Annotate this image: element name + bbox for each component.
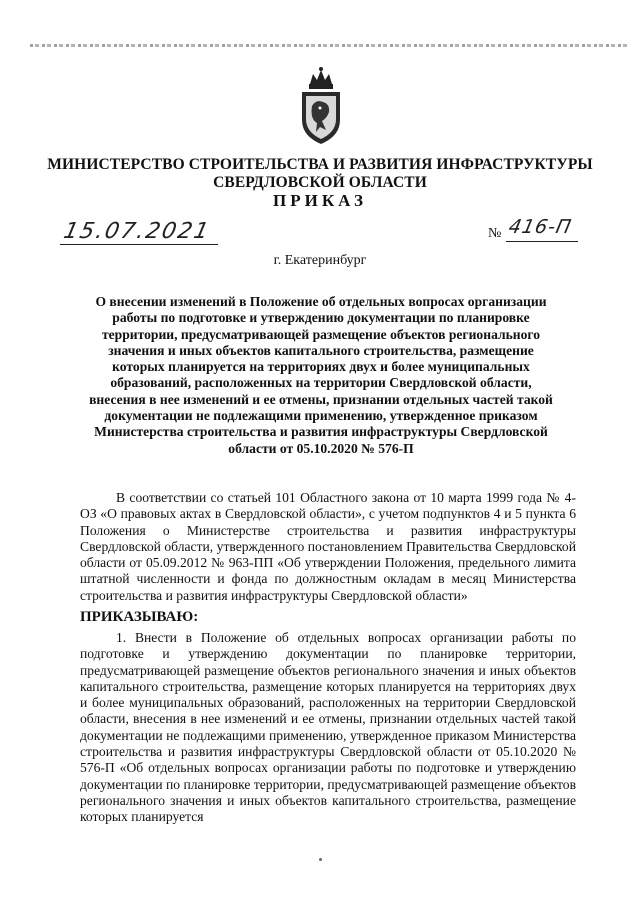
order-item-1: 1. Внести в Положение об отдельных вопросах организации работы по подготовке и утверждению документации по планировке территории, предусматривающей размещение объектов регионального значения и иных объектов капитального строительства, размещение которых планируется на территориях двух и более муниципальных образований, расположенных на территории Свердловской области, внесения в нее изменений и ее отмены, признании отдельных частей такой документации не подлежащими применению, утвержденное приказом Министерства строительства и развития инфраструктуры Свердловской области от 05.10.2020 № 576-П «Об отдельных вопросах организации работы по подготовке и утверждению документации по планировке территории, предусматривающей размещение объектов регионального значения и иных объектов капитального строительства, размещение которых планируется	[80, 630, 576, 825]
date-underline	[60, 244, 218, 245]
coat-of-arms-emblem	[296, 66, 346, 148]
number-underline	[506, 241, 578, 242]
ministry-name-line2: СВЕРДЛОВСКОЙ ОБЛАСТИ	[213, 174, 427, 191]
document-type-title: ПРИКАЗ	[273, 191, 367, 210]
order-heading: ПРИКАЗЫВАЮ:	[80, 609, 199, 625]
order-subject: О внесении изменений в Положение об отдельных вопросах организации работы по подготовке и утверждению документации по планировке территории, предусматривающей размещение объектов регионального значения и иных объектов капитального строительства, размещение которых планируется на территориях двух и более муниципальных образований, расположенных на территории Свердловской области, внесения в нее изменений и ее отмены, признании отдельных частей такой документации не подлежащими применению, утвержденное приказом Министерства строительства и развития инфраструктуры Свердловской области от 05.10.2020 № 576-П	[89, 294, 553, 456]
order-number: 416-П	[506, 216, 574, 238]
city-line: г. Екатеринбург	[273, 253, 367, 268]
order-date: 15.07.2021	[61, 219, 213, 244]
scan-dot	[319, 858, 322, 861]
number-label: №	[488, 226, 502, 241]
preamble-paragraph: В соответствии со статьей 101 Областного закона от 10 марта 1999 года № 4-ОЗ «О правовых актах в Свердловской области», с учетом подпунктов 4 и 5 пункта 6 Положения о Министерстве строительства и развития инфраструктуры Свердловской области, утвержденного постановлением Правительства Свердловской области от 05.09.2012 № 963-ПП «Об утверждении Положения, предельного лимита штатной численности и фонда по должностным окладам в месяц Министерства строительства и развития инфраструктуры Свердловской области»	[80, 490, 576, 603]
ministry-name-line1: МИНИСТЕРСТВО СТРОИТЕЛЬСТВА И РАЗВИТИЯ ИНФРАСТРУКТУРЫ	[47, 156, 593, 173]
scan-artifact	[30, 44, 630, 47]
